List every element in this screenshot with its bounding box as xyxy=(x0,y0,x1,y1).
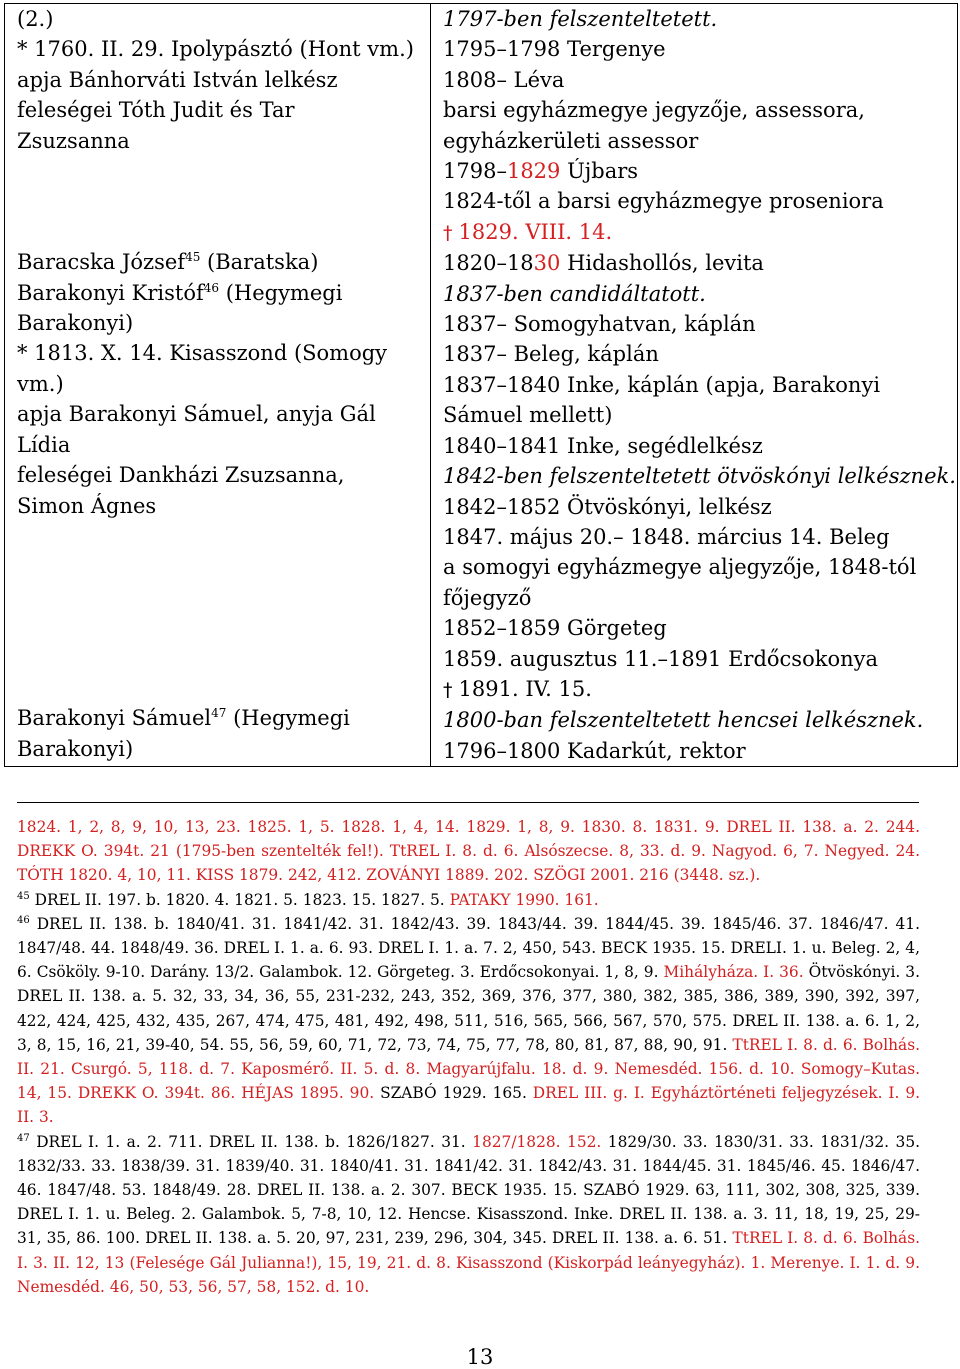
text-run: Barakonyi Sámuel xyxy=(17,706,212,731)
text-run: 1796–1800 Kadarkút, rektor xyxy=(443,738,746,763)
name-line xyxy=(5,126,430,156)
text-run: 1852–1859 Görgeteg xyxy=(443,616,667,641)
text-run: Sámuel mellett) xyxy=(443,403,613,428)
name-line xyxy=(5,491,430,521)
text-run: Simon Ágnes xyxy=(17,493,157,518)
text-run: Újbars xyxy=(560,159,639,184)
name-line xyxy=(5,34,430,64)
text-run: főjegyző xyxy=(443,585,532,610)
name-line xyxy=(5,582,430,612)
name-line xyxy=(5,612,430,642)
footnote-ref: 46 xyxy=(17,914,30,926)
name-line xyxy=(5,4,430,34)
footnote-text: TtREL I. 8. d. 6. Bolhás. II. 21. Csurgó. 5, 118. d. 7. Kaposmérő. II. 5. d. 8. Magyarújfalu. 18. d. 9. Nemesdéd. 156. d. 10. Somogy–Kutas. 14, 15. DREKK O. 394t. 86. HÉJAS 1895. 90. xyxy=(17,1035,920,1103)
text-run: * 1760. II. 29. Ipolypásztó (Hont vm.) xyxy=(17,37,414,62)
text-run: 1829. VIII. 14. xyxy=(458,219,613,244)
footnote-text: DREL III. g. I. Egyháztörténeti feljegyzések. I. 9. II. 3. xyxy=(17,1084,921,1127)
text-run: 1820–18 xyxy=(443,251,534,276)
footnote-ref: 46 xyxy=(203,280,220,295)
career-line xyxy=(431,156,957,186)
career-line xyxy=(431,613,957,643)
name-line xyxy=(5,217,430,247)
footnote-text: SZABÓ 1929. 165. xyxy=(374,1084,533,1103)
name-line xyxy=(5,278,430,308)
names-column xyxy=(5,4,431,767)
text-run: 1798– xyxy=(443,159,507,184)
name-line xyxy=(5,521,430,551)
text-run: Hidashollós, levita xyxy=(560,251,764,276)
text-run: 1840–1841 Inke, segédlelkész xyxy=(443,433,763,458)
career-line xyxy=(431,34,957,64)
text-run: 1797-ben felszenteltetett. xyxy=(443,7,718,31)
footnote xyxy=(17,815,920,888)
text-run: 1842-ben felszenteltetett ötvöskónyi lelkésznek. xyxy=(443,464,956,489)
footnote-text: Mihályháza. I. 36. xyxy=(663,963,804,982)
footnote-text: 1829/30. 33. 1830/31. 33. 1831/32. 35. 1832/33. 33. 1838/39. 31. 1839/40. 31. 1840/41. 31. 1841/42. 31. 1842/43. 31. 1844/45. 31. 1845/46. 45. 1846/47. 46. 1847/48. 53. 1848/49. 28. DREL II. 138. a. 2. 307. BECK 1935. 15. SZABÓ 1929. 63, 111, 302, 308, 325, 339. DREL I. 1. u. Beleg. 2. Galambok. 5, 7-8, 10, 12. Hencse. Kisasszond. Inke. DREL II. 138. a. 3. 11, 18, 19, 25, 29-31, 35, 86. 100. DREL II. 138. a. 5. 20, 97, 231, 239, 296, 304, 345. DREL II. 138. a. 6. 51. xyxy=(17,1132,921,1248)
text-run: Barakonyi) xyxy=(17,736,134,761)
name-line xyxy=(5,643,430,673)
footnote-ref: 47 xyxy=(17,1132,30,1144)
footnote-text: TtREL I. 8. d. 6. Bolhás. I. 3. II. 12, 13 (Felesége Gál Julianna!), 15, 19, 21. d. 8. Kisasszond (Kiskorpád leányegyház). 1. Merenye. I. 1. d. 9. Nemesdéd. 46, 50, 53, 56, 57, 58, 152. d. 10. xyxy=(17,1229,920,1296)
career-line xyxy=(431,248,957,278)
career-line xyxy=(431,522,957,552)
text-run: 1795–1798 Tergenye xyxy=(443,37,666,62)
text-run: 1800-ban felszenteltetett hencsei lelkésznek. xyxy=(443,708,924,733)
career-line xyxy=(431,4,957,34)
text-run: 1837–1840 Inke, káplán (apja, Barakonyi xyxy=(443,372,881,397)
career-line xyxy=(431,674,957,705)
name-line xyxy=(5,734,430,764)
name-line xyxy=(5,460,430,490)
career-line xyxy=(431,552,957,582)
text-run: apja Barakonyi Sámuel, anyja Gál xyxy=(17,402,376,427)
page-number: 13 xyxy=(466,1345,494,1369)
career-line xyxy=(431,644,957,674)
career-line xyxy=(431,186,957,216)
name-line xyxy=(5,338,430,368)
table-row xyxy=(5,4,958,767)
footnote-ref: 45 xyxy=(17,890,30,902)
name-line xyxy=(5,399,430,429)
career-line xyxy=(431,217,957,248)
text-run: * 1813. X. 14. Kisasszond (Somogy xyxy=(17,341,388,366)
footnote-text: DREL I. 1. a. 2. 711. DREL II. 138. b. 1826/1827. 31. xyxy=(29,1132,473,1151)
text-run: 1891. IV. 15. xyxy=(458,676,592,701)
career-line xyxy=(431,736,957,766)
footnote-ref: 45 xyxy=(185,250,201,265)
text-run: (Hegymegi xyxy=(226,706,350,731)
name-line xyxy=(5,247,430,277)
text-run: 1829 xyxy=(506,159,561,184)
text-run: feleségei Dankházi Zsuzsanna, xyxy=(17,463,345,488)
footnote xyxy=(17,888,920,912)
footnote-text: 1827/1828. 152. xyxy=(472,1132,602,1151)
text-run: 1837-ben candidáltatott. xyxy=(443,281,706,306)
text-run: Lídia xyxy=(17,432,71,457)
footnote-ref: 47 xyxy=(211,706,227,721)
footnote-text: DREL II. 197. b. 1820. 4. 1821. 5. 1823. 15. 1827. 5. xyxy=(29,890,450,909)
name-line xyxy=(5,308,430,338)
text-run: 1859. augusztus 11.–1891 Erdőcsokonya xyxy=(443,646,878,671)
name-line xyxy=(5,673,430,703)
career-line xyxy=(431,461,957,491)
footnote-text: PATAKY 1990. 161. xyxy=(449,890,599,909)
footnote xyxy=(17,1130,920,1299)
text-run: Barakonyi Kristóf xyxy=(17,280,204,305)
text-run: 1824-től a barsi egyházmegye proseniora xyxy=(443,189,884,214)
text-run: 1842–1852 Ötvöskónyi, lelkész xyxy=(443,494,772,519)
name-line xyxy=(5,369,430,399)
career-line xyxy=(431,400,957,430)
career-line xyxy=(431,95,957,125)
text-run: barsi egyházmegye jegyzője, assessora, xyxy=(443,98,865,123)
name-line xyxy=(5,551,430,581)
career-line xyxy=(431,65,957,95)
name-line xyxy=(5,65,430,95)
career-line xyxy=(431,126,957,156)
name-line xyxy=(5,430,430,460)
text-run: † xyxy=(443,221,459,244)
footnote xyxy=(17,912,920,1130)
text-run: Barakonyi) xyxy=(17,311,134,336)
text-run: 1837– Somogyhatvan, káplán xyxy=(443,312,756,337)
text-run: 1847. május 20.– 1848. március 14. Beleg xyxy=(443,524,890,549)
name-line xyxy=(5,156,430,186)
career-line xyxy=(431,492,957,522)
career-line xyxy=(431,309,957,339)
footnote-text: DREL II. 138. b. 1840/41. 31. 1841/42. 31. 1842/43. 39. 1843/44. 39. 1844/45. 39. 1845/46. 37. 1846/47. 41. 1847/48. 44. 1848/49. 36. DREL I. 1. a. 6. 93. DREL I. 1. a. 7. 2, 450, 543. BECK 1935. 15. DRELI. 1. u. Beleg. 2, 4, 6. Csököly. 9-10. Darány. 13/2. Galambok. 12. Görgeteg. 3. Erdőcsokonyai. 1, 8, 9. xyxy=(17,914,920,982)
entries-table xyxy=(4,3,958,767)
text-run: Zsuzsanna xyxy=(17,128,130,153)
text-run: a somogyi egyházmegye aljegyzője, 1848-tól xyxy=(443,555,917,580)
career-column xyxy=(431,4,958,767)
text-run: Baracska József xyxy=(17,250,186,275)
text-run: 30 xyxy=(533,251,561,276)
career-line xyxy=(431,370,957,400)
text-run: (Baratska) xyxy=(200,250,319,275)
name-line xyxy=(5,703,430,733)
footnote-separator xyxy=(17,802,919,803)
footnote-text: Ötvöskónyi. 3. DREL II. 138. a. 5. 32, 33, 34, 36, 55, 231-232, 243, 352, 369, 376, 377, 380, 382, 385, 386, 389, 390, 392, 397, 422, 424, 425, 432, 435, 267, 474, 475, 481, 492, 498, 511, 516, 565, 566, 567, 570, 575. DREL II. 138. a. 6. 1, 2, 3, 8, 15, 16, 21, 39-40, 54. 55, 56, 59, 60, 71, 72, 73, 74, 75, 77, 78, 80, 81, 87, 88, 90, 91. xyxy=(17,963,920,1054)
text-run: † xyxy=(443,678,459,701)
text-run: feleségei Tóth Judit és Tar xyxy=(17,98,295,123)
text-run: (Hegymegi xyxy=(219,280,343,305)
text-run: 1837– Beleg, káplán xyxy=(443,342,659,367)
career-line xyxy=(431,339,957,369)
footnotes xyxy=(17,815,920,1299)
name-line xyxy=(5,186,430,216)
career-line xyxy=(431,705,957,735)
career-line xyxy=(431,583,957,613)
name-line xyxy=(5,95,430,125)
text-run: egyházkerületi assessor xyxy=(443,128,699,153)
text-run: vm.) xyxy=(17,371,64,396)
text-run: apja Bánhorváti István lelkész xyxy=(17,67,338,92)
text-run: 1808– Léva xyxy=(443,67,565,92)
career-line xyxy=(431,279,957,309)
career-line xyxy=(431,431,957,461)
text-run: (2.) xyxy=(17,7,54,31)
footnote-text: 1824. 1, 2, 8, 9, 10, 13, 23. 1825. 1, 5. 1828. 1, 4, 14. 1829. 1, 8, 9. 1830. 8. 1831. 9. DREL II. 138. a. 2. 244. DREKK O. 394t. 21 (1795-ben szentelték fel!). TtREL I. 8. d. 6. Alsószecse. 8, 33. d. 9. Nagyod. 6, 7. Negyed. 24. TÓTH 1820. 4, 10, 11. KISS 1879. 242, 412. ZOVÁNYI 1889. 202. SZÖGI 2001. 216 (3448. sz.). xyxy=(17,818,920,885)
